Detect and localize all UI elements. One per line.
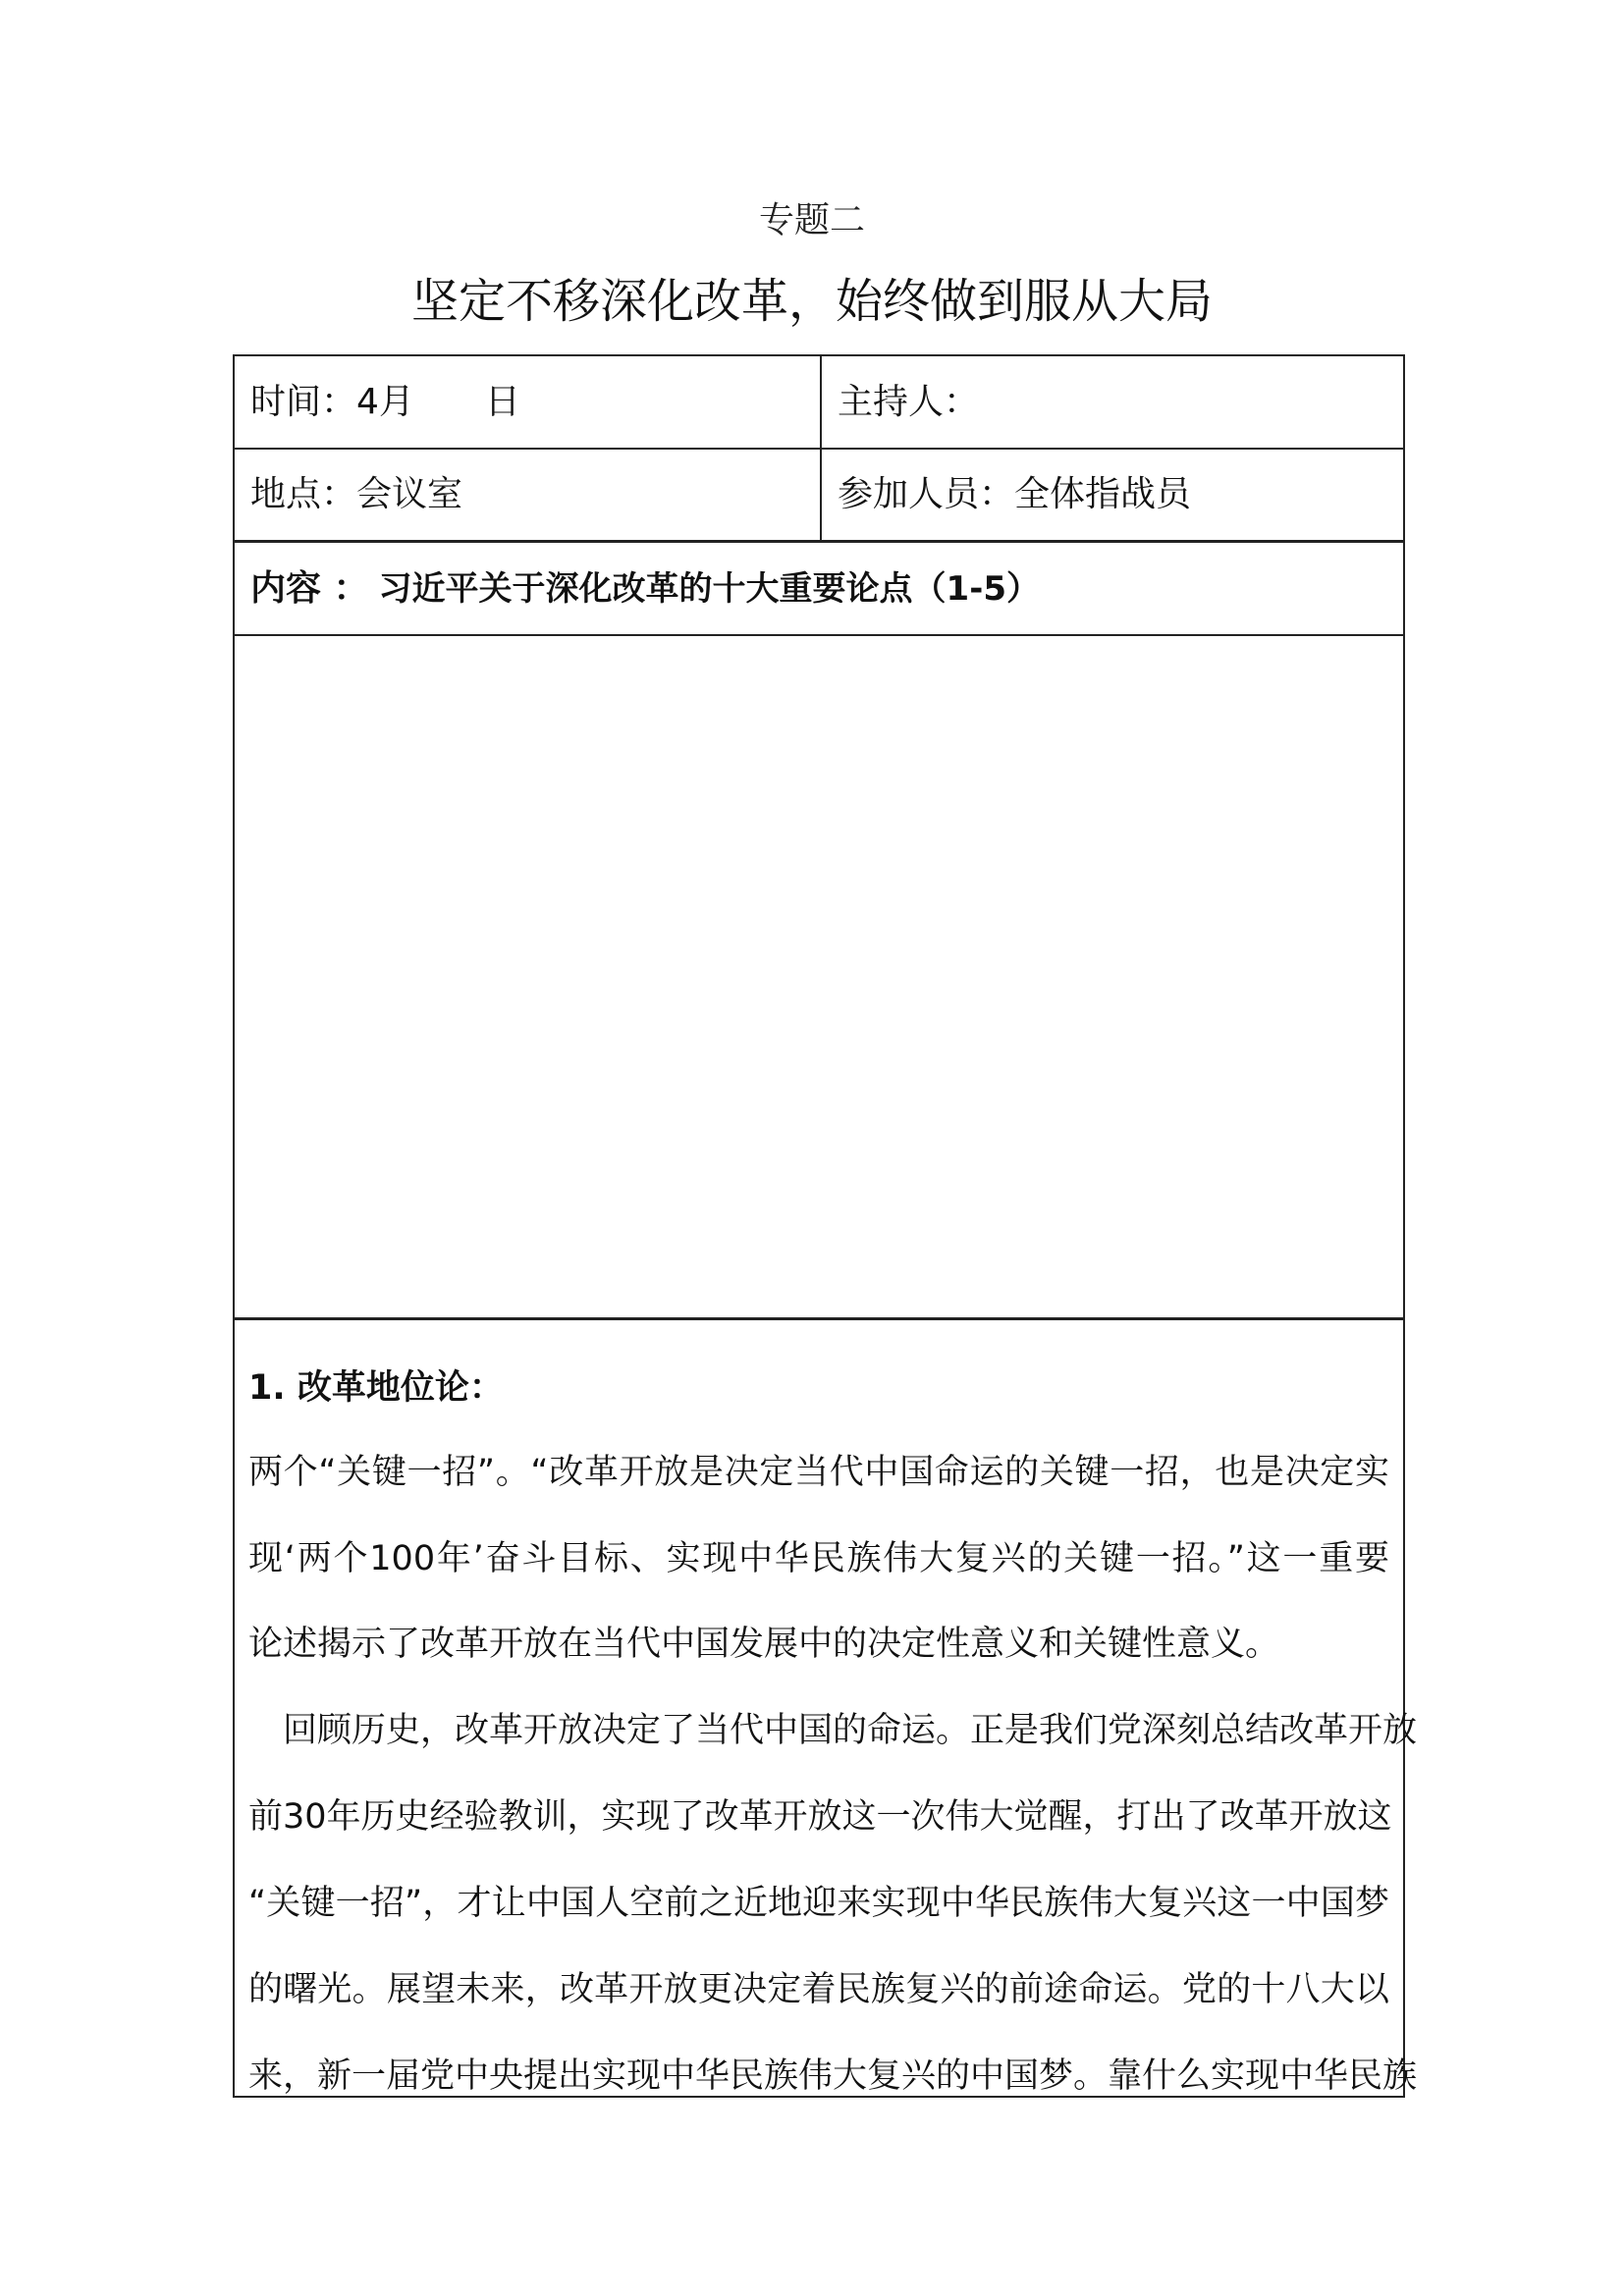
body-line: 论述揭示了改革开放在当代中国发展中的决定性意义和关键性意义。 xyxy=(248,1625,1280,1664)
body-line: 的曙光。展望未来，改革开放更决定着民族复兴的前途命运。党的十八大以 xyxy=(248,1970,1389,2009)
attendees-cell: 参加人员：全体指战员 xyxy=(838,474,1192,514)
body-line: 前30年历史经验教训，实现了改革开放这一次伟大觉醒，打出了改革开放这 xyxy=(248,1797,1392,1837)
body-line: 回顾历史，改革开放决定了当代中国的命运。正是我们党深刻总结改革开放 xyxy=(248,1711,1418,1750)
body-line: “关键一招”，才让中国人空前之近地迎来实现中华民族伟大复兴这一中国梦 xyxy=(248,1884,1389,1923)
content-prefix: 内容 ： xyxy=(250,567,369,609)
location-cell: 地点：会议室 xyxy=(250,474,463,514)
document-subtitle: 专题二 xyxy=(758,200,865,240)
content-title: 习近平关于深化改革的十大重要论点（1-5） xyxy=(378,568,1040,609)
body-line: 来，新一届党中央提出实现中华民族伟大复兴的中国梦。靠什么实现中华民族 xyxy=(248,2056,1418,2096)
time-cell: 时间：4月 日 xyxy=(250,381,520,422)
host-cell: 主持人： xyxy=(838,381,980,422)
notes-blank-area xyxy=(235,636,1403,1317)
document-title: 坚定不移深化改革，始终做到服从大局 xyxy=(410,274,1213,329)
body-line: 现‘两个100年’奋斗目标、实现中华民族伟大复兴的关键一招。”这一重要 xyxy=(248,1539,1389,1578)
meeting-info-table xyxy=(233,354,1405,1319)
section-heading: 1. 改革地位论： xyxy=(248,1368,504,1408)
content-cell xyxy=(235,543,1403,634)
body-line: 两个“关键一招”。“改革开放是决定当代中国命运的关键一招，也是决定实 xyxy=(248,1453,1389,1492)
